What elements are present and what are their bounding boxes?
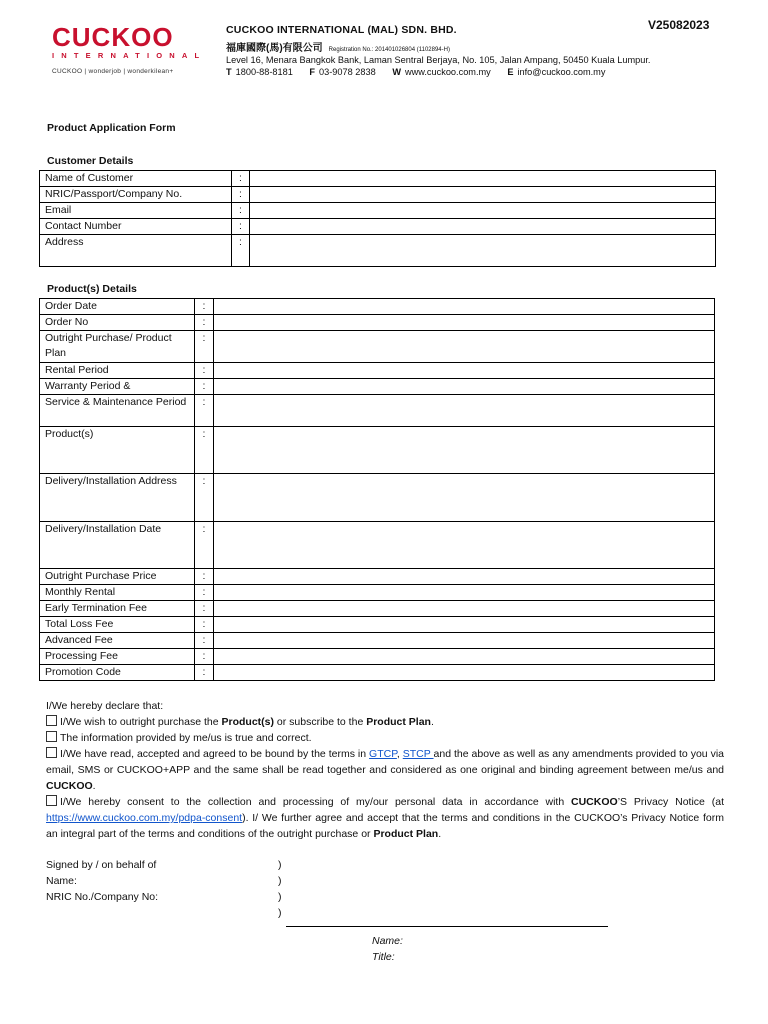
bold-text: Product Plan [373, 828, 439, 840]
early-termination-fee-field[interactable] [214, 601, 715, 617]
row-separator: : [195, 299, 214, 315]
signature-line[interactable] [286, 926, 608, 927]
email-field[interactable] [250, 203, 716, 219]
row-separator: : [232, 187, 250, 203]
table-row [40, 649, 715, 665]
gtcp-link[interactable]: GTCP [369, 748, 397, 760]
website: www.cuckoo.com.my [404, 67, 491, 77]
table-row [40, 665, 715, 681]
table-row [40, 187, 716, 203]
row-label: Outright Purchase/ Product Plan [40, 331, 195, 363]
signature-labels [46, 857, 158, 905]
products-field[interactable] [214, 427, 715, 474]
customer-details-table [39, 170, 716, 267]
product-details-table [39, 298, 715, 681]
rental-period-field[interactable] [214, 363, 715, 379]
row-label: Email [40, 203, 232, 219]
row-separator: : [195, 315, 214, 331]
signature-brackets [278, 857, 282, 921]
address-field[interactable] [250, 235, 716, 267]
row-label: Warranty Period & [40, 379, 195, 395]
row-label: Service & Maintenance Period [40, 395, 195, 427]
row-label: Name of Customer [40, 171, 232, 187]
text: The information provided by me/us is true and correct. [60, 732, 312, 744]
row-label: Delivery/Installation Date [40, 522, 195, 569]
order-date-field[interactable] [214, 299, 715, 315]
table-row [40, 299, 715, 315]
logo-wordmark: CUCKOO [52, 22, 174, 52]
row-separator: : [195, 617, 214, 633]
declaration-section [46, 698, 724, 842]
row-separator: : [232, 219, 250, 235]
text: I/We have read, accepted and agreed to be bound by the terms in [60, 748, 370, 760]
registration-number: Registration No.: 201401026804 (1102894-H) [328, 47, 450, 53]
row-separator: : [195, 665, 214, 681]
bold-text: CUCKOO [46, 780, 93, 792]
logo-tagline: CUCKOO | wonderjob | wonderkilean+ [52, 68, 174, 75]
row-label: Rental Period [40, 363, 195, 379]
declaration-item-3 [46, 746, 724, 794]
text: , [396, 748, 403, 760]
table-row [40, 235, 716, 267]
checkbox-terms[interactable] [46, 747, 57, 758]
row-label: Order Date [40, 299, 195, 315]
row-separator: : [195, 331, 214, 363]
table-row [40, 569, 715, 585]
promotion-code-field[interactable] [214, 665, 715, 681]
purchase-plan-field[interactable] [214, 331, 715, 363]
row-label: Total Loss Fee [40, 617, 195, 633]
contact-number-field[interactable] [250, 219, 716, 235]
bracket: ) [278, 907, 282, 919]
row-separator: : [195, 379, 214, 395]
row-separator: : [195, 569, 214, 585]
email-label: E [507, 67, 514, 77]
row-label: Outright Purchase Price [40, 569, 195, 585]
total-loss-fee-field[interactable] [214, 617, 715, 633]
table-row [40, 331, 715, 363]
bold-text: Product(s) [221, 716, 274, 728]
row-label: Early Termination Fee [40, 601, 195, 617]
signed-by-label: Signed by / on behalf of [46, 859, 157, 871]
web-label: W [392, 67, 401, 77]
row-label: Processing Fee [40, 649, 195, 665]
row-separator: : [195, 649, 214, 665]
purchase-price-field[interactable] [214, 569, 715, 585]
row-label: Order No [40, 315, 195, 331]
table-row [40, 585, 715, 601]
row-separator: : [195, 522, 214, 569]
table-row [40, 171, 716, 187]
row-separator: : [195, 633, 214, 649]
row-label: Advanced Fee [40, 633, 195, 649]
customer-name-field[interactable] [250, 171, 716, 187]
declaration-item-1 [46, 714, 724, 730]
row-separator: : [232, 235, 250, 267]
table-row [40, 395, 715, 427]
signatory-title-label: Title: [372, 951, 395, 963]
product-section-title: Product(s) Details [47, 283, 137, 295]
pdpa-consent-link[interactable]: https://www.cuckoo.com.my/pdpa-consent [46, 812, 243, 824]
checkbox-purchase[interactable] [46, 715, 57, 726]
warranty-period-field[interactable] [214, 379, 715, 395]
signer-nric-label: NRIC No./Company No: [46, 891, 159, 903]
processing-fee-field[interactable] [214, 649, 715, 665]
row-label: Delivery/Installation Address [40, 474, 195, 522]
company-name: CUCKOO INTERNATIONAL (MAL) SDN. BHD. [226, 24, 457, 36]
row-label: Contact Number [40, 219, 232, 235]
declaration-intro: I/We hereby declare that: [46, 700, 164, 712]
row-separator: : [195, 395, 214, 427]
table-row [40, 427, 715, 474]
text: I/We wish to outright purchase the [60, 716, 222, 728]
declaration-item-4 [46, 794, 724, 842]
bracket: ) [278, 891, 282, 903]
row-separator: : [232, 203, 250, 219]
row-separator: : [195, 363, 214, 379]
bracket: ) [278, 875, 282, 887]
row-separator: : [195, 474, 214, 522]
row-label: Monthly Rental [40, 585, 195, 601]
fax-number: 03-9078 2838 [319, 67, 376, 77]
text: I/We hereby consent to the collection and processing of my/our personal data in accordance with [60, 796, 572, 808]
table-row [40, 363, 715, 379]
monthly-rental-field[interactable] [214, 585, 715, 601]
row-label: Address [40, 235, 232, 267]
table-row [40, 219, 716, 235]
chinese-name-text: 福庫國際(馬)有限公司 [226, 43, 323, 54]
checkbox-info-true[interactable] [46, 731, 57, 742]
maintenance-period-field[interactable] [214, 395, 715, 427]
order-no-field[interactable] [214, 315, 715, 331]
customer-section-title: Customer Details [47, 155, 134, 167]
signer-name-label: Name: [46, 875, 77, 887]
table-row [40, 522, 715, 569]
table-row [40, 203, 716, 219]
tel-label: T [226, 67, 232, 77]
form-version: V25082023 [648, 18, 710, 32]
tel-number: 1800-88-8181 [235, 67, 293, 77]
table-row [40, 601, 715, 617]
row-separator: : [232, 171, 250, 187]
logo-subtitle: INTERNATIONAL [52, 51, 207, 60]
text: and the above as well as any amendments provided to you via email, SMS or CUCKOO+APP and the same shall be read together and considered as one original and binding agreement between me/us and [46, 748, 725, 776]
row-label: Promotion Code [40, 665, 195, 681]
bold-text: Product Plan [366, 716, 431, 728]
company-contacts [226, 67, 605, 77]
text: . [430, 716, 434, 728]
bracket: ) [278, 859, 282, 871]
delivery-address-field[interactable] [214, 474, 715, 522]
row-separator: : [195, 585, 214, 601]
bold-text: CUCKOO [571, 796, 618, 808]
table-row [40, 633, 715, 649]
text: ). I/ We further agree and accept that the terms and conditions in the CUCKOO’s Privacy Notice form an integral part of the terms and conditions of the outright purchase or [46, 812, 724, 840]
form-title: Product Application Form [47, 122, 176, 134]
company-address: Level 16, Menara Bangkok Bank, Laman Sentral Berjaya, No. 105, Jalan Ampang, 50450 Kuala Lumpur. [226, 55, 651, 65]
text: or subscribe to the [273, 716, 367, 728]
chinese-company-name [226, 39, 450, 54]
text: . [438, 828, 442, 840]
table-row [40, 617, 715, 633]
table-row [40, 474, 715, 522]
row-label: Product(s) [40, 427, 195, 474]
row-separator: : [195, 427, 214, 474]
advanced-fee-field[interactable] [214, 633, 715, 649]
fax-label: F [309, 67, 316, 77]
email-address: info@cuckoo.com.my [517, 67, 606, 77]
row-separator: : [195, 601, 214, 617]
text: . [92, 780, 96, 792]
cuckoo-logo [52, 22, 207, 75]
table-row [40, 315, 715, 331]
text: ’S Privacy Notice (at [617, 796, 724, 808]
row-label: NRIC/Passport/Company No. [40, 187, 232, 203]
declaration-item-2 [46, 730, 724, 746]
stcp-link[interactable]: STCP [402, 748, 434, 760]
checkbox-privacy-consent[interactable] [46, 795, 57, 806]
table-row [40, 379, 715, 395]
delivery-date-field[interactable] [214, 522, 715, 569]
signatory-name-label: Name: [372, 935, 403, 947]
nric-field[interactable] [250, 187, 716, 203]
